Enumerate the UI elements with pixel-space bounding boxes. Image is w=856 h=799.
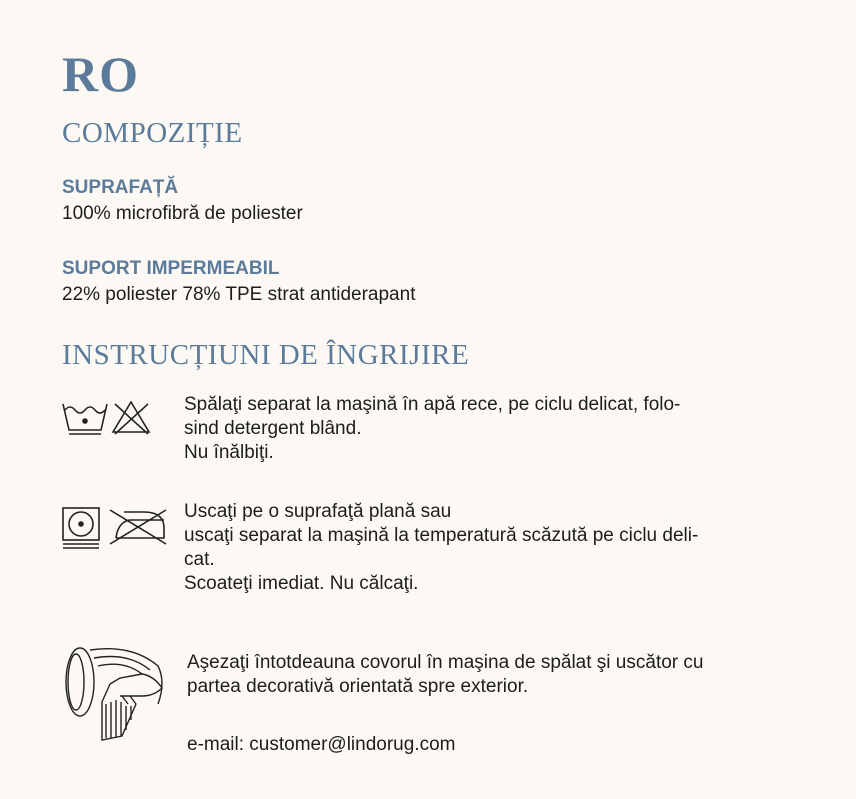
dry-instructions: Uscaţi pe o suprafaţă plană sau uscaţi separat la maşină la temperatură scăzută pe ciclu deli- cat. Scoateţi imediat. Nu călcaţi.	[184, 501, 699, 594]
surface-label: SUPRAFAȚĂ	[62, 177, 179, 198]
backing-label: SUPORT IMPERMEABIL	[62, 258, 280, 279]
placement-instructions: Aşezaţi întotdeauna covorul în maşina de spălat şi uscător cu partea decorativă orientată spre exterior.	[187, 652, 704, 697]
wash-30-delicate-icon	[63, 404, 107, 434]
do-not-bleach-icon	[113, 402, 149, 434]
care-heading: INSTRUCȚIUNI DE ÎNGRIJIRE	[62, 339, 470, 371]
tumble-dry-low-delicate-icon	[63, 508, 99, 548]
language-code: RO	[62, 46, 139, 102]
dry-icons	[60, 504, 170, 554]
backing-value: 22% poliester 78% TPE strat antiderapant	[62, 284, 416, 305]
do-not-iron-icon	[110, 510, 166, 544]
contact-email: e-mail: customer@lindorug.com	[187, 734, 456, 755]
wash-instructions: Spălaţi separat la maşină în apă rece, pe ciclu delicat, folo- sind detergent blând. Nu înălbiţi.	[184, 394, 681, 463]
composition-heading: COMPOZIȚIE	[62, 117, 243, 149]
surface-value: 100% microfibră de poliester	[62, 203, 303, 224]
wash-icons	[60, 398, 160, 438]
washing-machine-hand-icon	[62, 644, 172, 744]
